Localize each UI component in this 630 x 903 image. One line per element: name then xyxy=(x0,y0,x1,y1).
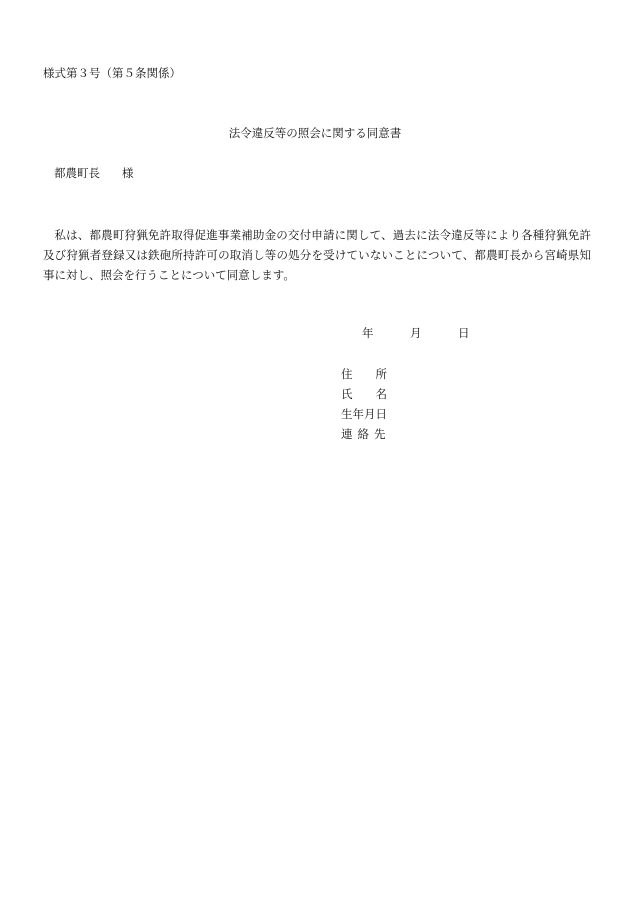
document-title: 法令違反等の照会に関する同意書 xyxy=(228,126,402,140)
addressee-name: 都農町長 xyxy=(54,166,100,180)
date-month-label: 月 xyxy=(410,326,422,340)
applicant-info-block xyxy=(341,368,410,448)
birthdate-label: 生年月日 xyxy=(341,407,387,421)
name-label: 氏名 xyxy=(341,387,410,401)
addressee-honorific: 様 xyxy=(122,166,134,180)
date-day-label: 日 xyxy=(458,326,470,340)
address-label: 住所 xyxy=(341,367,410,381)
contact-label: 連絡先 xyxy=(341,427,391,441)
consent-statement: 私は、都農町狩猟免許取得促進事業補助金の交付申請に関して、過去に法令違反等により各種狩猟免許及び狩猟者登録又は鉄砲所持許可の取消し等の処分を受けていないことについて、都農町長から宮崎県知事に対し、照会を行うことについて同意します。 xyxy=(43,228,591,282)
form-number: 様式第３号（第５条関係） xyxy=(43,66,181,80)
date-year-label: 年 xyxy=(362,326,374,340)
addressee xyxy=(54,168,134,180)
